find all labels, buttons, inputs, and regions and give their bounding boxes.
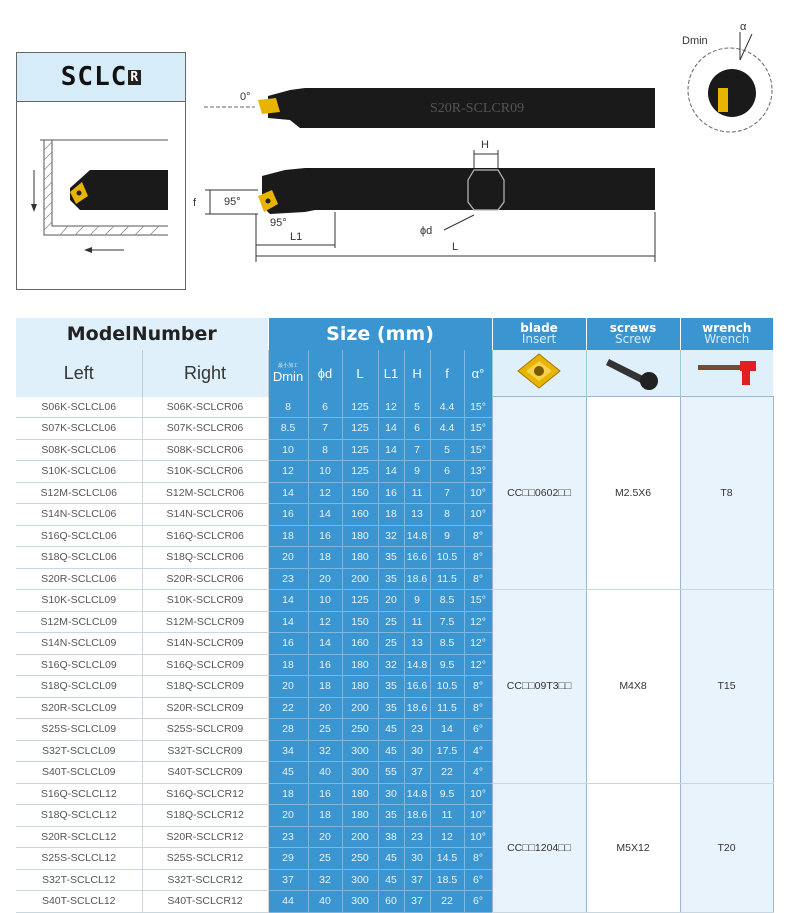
size-cell: 250 <box>342 719 378 741</box>
size-cell: 20 <box>308 697 342 719</box>
insert-group-cell: CC□□1204□□ <box>492 783 586 912</box>
l1-header: L1 <box>378 350 404 397</box>
size-cell: 14 <box>308 633 342 655</box>
size-cell: 12° <box>464 611 492 633</box>
size-cell: 37 <box>404 891 430 913</box>
left-model-cell: S12M-SCLCL06 <box>16 482 142 504</box>
size-cell: 300 <box>342 762 378 784</box>
angle-95-top: 95° <box>224 196 241 208</box>
left-model-cell: S10K-SCLCL06 <box>16 461 142 483</box>
size-cell: 25 <box>308 719 342 741</box>
right-model-cell: S40T-SCLCR12 <box>142 891 268 913</box>
size-cell: 180 <box>342 676 378 698</box>
screw-icon <box>603 351 663 391</box>
dim-f-label: f <box>193 197 197 209</box>
size-cell: 12 <box>308 482 342 504</box>
size-cell: 15° <box>464 439 492 461</box>
size-cell: 9 <box>404 461 430 483</box>
size-cell: 180 <box>342 525 378 547</box>
spec-table <box>16 318 774 913</box>
size-cell: 300 <box>342 869 378 891</box>
size-cell: 10° <box>464 504 492 526</box>
size-cell: 37 <box>404 869 430 891</box>
size-cell: 10 <box>308 461 342 483</box>
size-cell: 10° <box>464 826 492 848</box>
size-cell: 125 <box>342 397 378 418</box>
size-cell: 45 <box>378 869 404 891</box>
size-cell: 7 <box>404 439 430 461</box>
table-row <box>16 590 773 612</box>
blade-header: blade Insert <box>492 318 586 350</box>
size-cell: 16 <box>268 504 308 526</box>
size-cell: 20 <box>308 568 342 590</box>
size-cell: 15° <box>464 590 492 612</box>
size-cell: 16 <box>308 525 342 547</box>
size-cell: 11.5 <box>430 697 464 719</box>
left-model-cell: S20R-SCLCL06 <box>16 568 142 590</box>
left-model-cell: S14N-SCLCL09 <box>16 633 142 655</box>
size-cell: 180 <box>342 805 378 827</box>
right-header: Right <box>142 350 268 397</box>
size-cell: 8.5 <box>430 633 464 655</box>
size-cell: 18.6 <box>404 697 430 719</box>
size-cell: 22 <box>268 697 308 719</box>
size-cell: 14 <box>378 439 404 461</box>
right-model-cell: S18Q-SCLCR12 <box>142 805 268 827</box>
size-cell: 18.6 <box>404 805 430 827</box>
size-cell: 8° <box>464 848 492 870</box>
size-cell: 55 <box>378 762 404 784</box>
wrench-group-cell: T8 <box>680 397 773 590</box>
size-cell: 14 <box>430 719 464 741</box>
size-cell: 18 <box>378 504 404 526</box>
size-cell: 34 <box>268 740 308 762</box>
dmin-label: Dmin <box>682 35 708 47</box>
size-cell: 38 <box>378 826 404 848</box>
left-model-cell: S16Q-SCLCL09 <box>16 654 142 676</box>
size-cell: 8° <box>464 568 492 590</box>
size-cell: 25 <box>378 611 404 633</box>
size-cell: 37 <box>268 869 308 891</box>
size-cell: 8 <box>268 397 308 418</box>
size-cell: 10° <box>464 482 492 504</box>
size-cell: 160 <box>342 633 378 655</box>
size-cell: 32 <box>308 869 342 891</box>
size-cell: 300 <box>342 740 378 762</box>
size-cell: 300 <box>342 891 378 913</box>
size-cell: 4.4 <box>430 397 464 418</box>
series-title: SCLC R <box>17 53 185 102</box>
right-model-cell: S25S-SCLCR12 <box>142 848 268 870</box>
size-cell: 30 <box>378 783 404 805</box>
left-model-cell: S20R-SCLCL09 <box>16 697 142 719</box>
size-cell: 125 <box>342 439 378 461</box>
size-cell: 9.5 <box>430 783 464 805</box>
tool-engraving: S20R-SCLCR09 <box>430 101 525 116</box>
size-cell: 12 <box>308 611 342 633</box>
size-cell: 30 <box>404 740 430 762</box>
size-cell: 18 <box>308 676 342 698</box>
size-cell: 150 <box>342 482 378 504</box>
right-model-cell: S12M-SCLCR06 <box>142 482 268 504</box>
left-model-cell: S14N-SCLCL06 <box>16 504 142 526</box>
left-model-cell: S08K-SCLCL06 <box>16 439 142 461</box>
size-cell: 30 <box>404 848 430 870</box>
right-model-cell: S08K-SCLCR06 <box>142 439 268 461</box>
size-cell: 16.6 <box>404 676 430 698</box>
size-cell: 14 <box>378 418 404 440</box>
size-cell: 12 <box>430 826 464 848</box>
size-cell: 45 <box>378 848 404 870</box>
dmin-header: 最小加工 Dmin <box>268 350 308 397</box>
size-cell: 20 <box>378 590 404 612</box>
size-cell: 9.5 <box>430 654 464 676</box>
size-cell: 17.5 <box>430 740 464 762</box>
size-cell: 20 <box>268 676 308 698</box>
wrench-image <box>680 350 773 397</box>
angle-95-bottom: 95° <box>270 217 287 229</box>
right-model-cell: S25S-SCLCR09 <box>142 719 268 741</box>
size-cell: 11 <box>430 805 464 827</box>
left-model-cell: S25S-SCLCL12 <box>16 848 142 870</box>
size-cell: 14 <box>308 504 342 526</box>
wrench-group-cell: T15 <box>680 590 773 784</box>
size-cell: 25 <box>308 848 342 870</box>
size-cell: 40 <box>308 891 342 913</box>
size-cell: 6 <box>404 418 430 440</box>
left-model-cell: S06K-SCLCL06 <box>16 397 142 418</box>
left-model-cell: S16Q-SCLCL12 <box>16 783 142 805</box>
size-cell: 20 <box>268 547 308 569</box>
size-cell: 6° <box>464 869 492 891</box>
size-cell: 5 <box>404 397 430 418</box>
left-model-cell: S16Q-SCLCL06 <box>16 525 142 547</box>
size-cell: 32 <box>378 654 404 676</box>
size-cell: 16 <box>378 482 404 504</box>
size-cell: 125 <box>342 418 378 440</box>
size-cell: 20 <box>268 805 308 827</box>
size-cell: 6 <box>308 397 342 418</box>
size-cell: 7.5 <box>430 611 464 633</box>
size-cell: 14.8 <box>404 783 430 805</box>
size-cell: 10 <box>268 439 308 461</box>
size-cell: 11 <box>404 482 430 504</box>
size-cell: 16.6 <box>404 547 430 569</box>
size-cell: 4° <box>464 740 492 762</box>
left-model-cell: S25S-SCLCL09 <box>16 719 142 741</box>
size-cell: 23 <box>404 719 430 741</box>
size-cell: 9 <box>404 590 430 612</box>
right-model-cell: S32T-SCLCR12 <box>142 869 268 891</box>
left-model-cell: S32T-SCLCL12 <box>16 869 142 891</box>
tool-side-view <box>193 139 655 262</box>
size-cell: 14.8 <box>404 654 430 676</box>
size-cell: 44 <box>268 891 308 913</box>
left-model-cell: S18Q-SCLCL06 <box>16 547 142 569</box>
size-cell: 7 <box>308 418 342 440</box>
size-cell: 35 <box>378 547 404 569</box>
size-cell: 125 <box>342 590 378 612</box>
left-model-cell: S12M-SCLCL09 <box>16 611 142 633</box>
header-row-2 <box>16 350 773 397</box>
right-model-cell: S14N-SCLCR09 <box>142 633 268 655</box>
size-cell: 200 <box>342 826 378 848</box>
screw-group-cell: M2.5X6 <box>586 397 680 590</box>
size-cell: 15° <box>464 397 492 418</box>
wrench-icon <box>692 351 762 391</box>
size-cell: 45 <box>378 719 404 741</box>
size-cell: 4° <box>464 762 492 784</box>
dim-h-label: H <box>481 139 489 151</box>
size-cell: 25 <box>378 633 404 655</box>
size-cell: 14 <box>268 590 308 612</box>
size-cell: 14.5 <box>430 848 464 870</box>
left-model-cell: S20R-SCLCL12 <box>16 826 142 848</box>
size-cell: 8.5 <box>268 418 308 440</box>
left-model-cell: S07K-SCLCL06 <box>16 418 142 440</box>
tool-top-view <box>204 88 655 128</box>
right-model-cell: S16Q-SCLCR09 <box>142 654 268 676</box>
size-cell: 23 <box>268 568 308 590</box>
size-cell: 150 <box>342 611 378 633</box>
size-cell: 8° <box>464 547 492 569</box>
size-cell: 32 <box>378 525 404 547</box>
f-header: f <box>430 350 464 397</box>
size-cell: 22 <box>430 762 464 784</box>
size-cell: 10° <box>464 805 492 827</box>
size-cell: 10° <box>464 783 492 805</box>
size-cell: 6° <box>464 719 492 741</box>
size-cell: 13 <box>404 504 430 526</box>
size-cell: 18 <box>308 805 342 827</box>
right-model-cell: S10K-SCLCR09 <box>142 590 268 612</box>
size-cell: 29 <box>268 848 308 870</box>
left-model-cell: S32T-SCLCL09 <box>16 740 142 762</box>
left-model-cell: S18Q-SCLCL09 <box>16 676 142 698</box>
dim-l1-label: L1 <box>290 231 303 243</box>
h-header: H <box>404 350 430 397</box>
size-cell: 4.4 <box>430 418 464 440</box>
size-cell: 37 <box>404 762 430 784</box>
size-cell: 35 <box>378 697 404 719</box>
size-cell: 14 <box>268 482 308 504</box>
right-model-cell: S06K-SCLCR06 <box>142 397 268 418</box>
insert-group-cell: CC□□09T3□□ <box>492 590 586 784</box>
size-cell: 180 <box>342 654 378 676</box>
size-cell: 20 <box>308 826 342 848</box>
right-model-cell: S07K-SCLCR06 <box>142 418 268 440</box>
left-model-cell: S40T-SCLCL09 <box>16 762 142 784</box>
size-cell: 8° <box>464 525 492 547</box>
right-model-cell: S14N-SCLCR06 <box>142 504 268 526</box>
right-model-cell: S40T-SCLCR09 <box>142 762 268 784</box>
right-model-cell: S12M-SCLCR09 <box>142 611 268 633</box>
boring-diagram <box>31 140 168 253</box>
size-cell: 60 <box>378 891 404 913</box>
size-cell: 8° <box>464 697 492 719</box>
size-cell: 18 <box>268 783 308 805</box>
wrench-group-cell: T20 <box>680 783 773 912</box>
tool-end-view <box>682 21 772 132</box>
right-model-cell: S16Q-SCLCR06 <box>142 525 268 547</box>
size-cell: 14 <box>378 461 404 483</box>
size-cell: 15° <box>464 418 492 440</box>
right-model-cell: S18Q-SCLCR06 <box>142 547 268 569</box>
size-cell: 23 <box>404 826 430 848</box>
size-cell: 16 <box>268 633 308 655</box>
screw-group-cell: M5X12 <box>586 783 680 912</box>
angle-zero-label: 0° <box>240 91 251 103</box>
size-cell: 18.5 <box>430 869 464 891</box>
insert-image <box>492 350 586 397</box>
size-cell: 10.5 <box>430 676 464 698</box>
d-header: ϕd <box>308 350 342 397</box>
right-model-cell: S20R-SCLCR06 <box>142 568 268 590</box>
size-cell: 28 <box>268 719 308 741</box>
right-model-cell: S16Q-SCLCR12 <box>142 783 268 805</box>
header-row-1 <box>16 318 773 350</box>
left-model-cell: S40T-SCLCL12 <box>16 891 142 913</box>
size-cell: 125 <box>342 461 378 483</box>
size-cell: 11.5 <box>430 568 464 590</box>
right-model-cell: S32T-SCLCR09 <box>142 740 268 762</box>
alpha-header: α° <box>464 350 492 397</box>
size-cell: 160 <box>342 504 378 526</box>
size-cell: 12° <box>464 654 492 676</box>
right-model-cell: S18Q-SCLCR09 <box>142 676 268 698</box>
size-cell: 6 <box>430 461 464 483</box>
size-cell: 7 <box>430 482 464 504</box>
screws-header: screws Screw <box>586 318 680 350</box>
left-header: Left <box>16 350 142 397</box>
size-cell: 22 <box>430 891 464 913</box>
size-cell: 6° <box>464 891 492 913</box>
insert-icon <box>514 351 564 391</box>
size-cell: 16 <box>308 783 342 805</box>
size-cell: 45 <box>378 740 404 762</box>
size-cell: 5 <box>430 439 464 461</box>
size-cell: 18.6 <box>404 568 430 590</box>
table-row <box>16 783 773 805</box>
screw-group-cell: M4X8 <box>586 590 680 784</box>
size-cell: 14.8 <box>404 525 430 547</box>
table-row <box>16 397 773 418</box>
size-cell: 10 <box>308 590 342 612</box>
size-cell: 13° <box>464 461 492 483</box>
size-cell: 35 <box>378 805 404 827</box>
size-cell: 32 <box>308 740 342 762</box>
size-cell: 40 <box>308 762 342 784</box>
size-cell: 14 <box>268 611 308 633</box>
size-cell: 18 <box>268 525 308 547</box>
right-model-cell: S20R-SCLCR09 <box>142 697 268 719</box>
size-cell: 9 <box>430 525 464 547</box>
size-cell: 8.5 <box>430 590 464 612</box>
screw-image <box>586 350 680 397</box>
size-cell: 23 <box>268 826 308 848</box>
left-model-cell: S18Q-SCLCL12 <box>16 805 142 827</box>
size-cell: 8 <box>430 504 464 526</box>
size-cell: 8 <box>308 439 342 461</box>
left-model-cell: S10K-SCLCL09 <box>16 590 142 612</box>
size-cell: 12 <box>378 397 404 418</box>
alpha-label: α <box>740 21 747 33</box>
right-model-cell: S20R-SCLCR12 <box>142 826 268 848</box>
size-cell: 13 <box>404 633 430 655</box>
size-cell: 180 <box>342 547 378 569</box>
size-cell: 8° <box>464 676 492 698</box>
size-cell: 35 <box>378 676 404 698</box>
insert-group-cell: CC□□0602□□ <box>492 397 586 590</box>
size-cell: 18 <box>308 547 342 569</box>
size-cell: 18 <box>268 654 308 676</box>
model-number-header: ModelNumber <box>16 318 268 350</box>
size-cell: 45 <box>268 762 308 784</box>
size-cell: 12 <box>268 461 308 483</box>
right-model-cell: S10K-SCLCR06 <box>142 461 268 483</box>
size-cell: 180 <box>342 783 378 805</box>
l-header: L <box>342 350 378 397</box>
size-header: Size (mm) <box>268 318 492 350</box>
dim-l-label: L <box>452 241 459 253</box>
size-cell: 16 <box>308 654 342 676</box>
dim-d-label: ϕd <box>420 225 433 237</box>
size-cell: 10.5 <box>430 547 464 569</box>
tool-drawing <box>0 0 800 300</box>
size-cell: 11 <box>404 611 430 633</box>
size-cell: 200 <box>342 697 378 719</box>
size-cell: 35 <box>378 568 404 590</box>
size-cell: 200 <box>342 568 378 590</box>
size-cell: 250 <box>342 848 378 870</box>
wrench-header: wrench Wrench <box>680 318 773 350</box>
size-cell: 12° <box>464 633 492 655</box>
